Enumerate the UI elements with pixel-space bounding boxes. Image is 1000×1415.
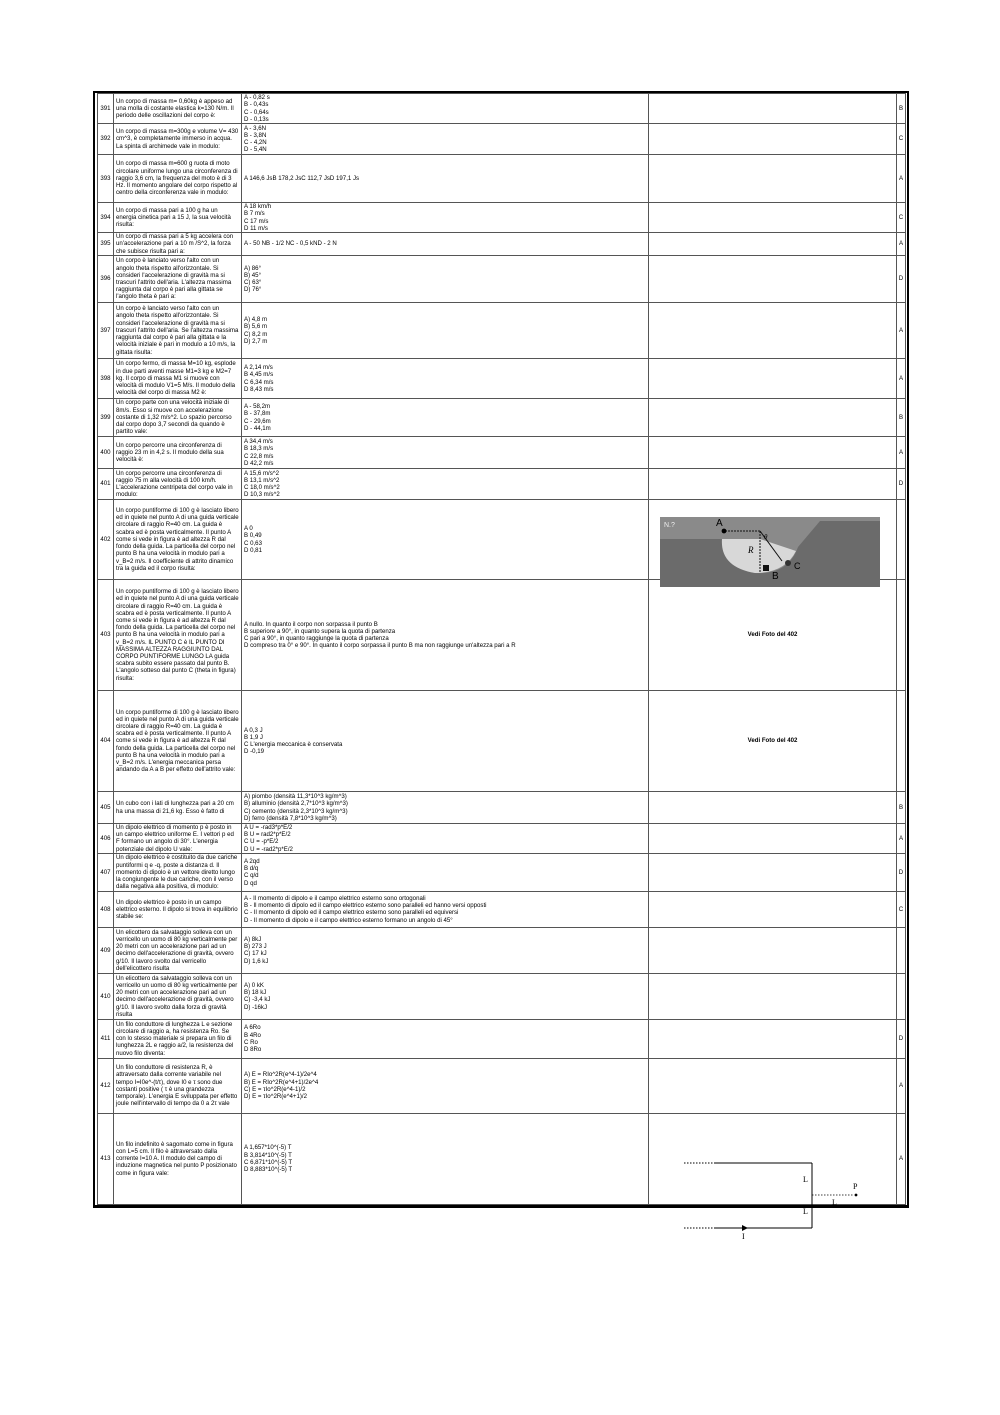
correct-answer: A <box>897 359 906 399</box>
label-theta: θ <box>764 533 768 541</box>
note-cell <box>649 1019 897 1058</box>
note-cell <box>649 399 897 437</box>
label-a: A <box>716 518 723 529</box>
note-cell <box>649 1058 897 1113</box>
question-text: Un corpo di massa m=600 g ruota di moto circolare uniforme lungo una circonferenza di raggio 3,6 cm, la frequenza del moto è di 3 Hz. Il momento angolare del corpo rispetto al centro della circonferenza vale in modulo: <box>114 155 242 203</box>
label-c: C <box>794 561 801 571</box>
note-cell <box>649 824 897 854</box>
question-text: Un corpo puntiforme di 100 g è lasciato libero ed in quiete nel punto A di una guida verticale circolare di raggio R=40 cm. La guida è scabra ed è posta verticalmente. Il punto A come si vede in figura è ad altezza R dal fondo della guida. La particella del corpo nel punto B ha una velocità in modulo pari a v_B=2 m/s. Il coefficiente di attrito dinamico tra la guida ed il corpo risulta: <box>114 500 242 580</box>
question-402-photo <box>660 517 880 587</box>
correct-answer: A <box>897 1058 906 1113</box>
question-number: 392 <box>98 124 114 155</box>
quiz-table-sheet <box>93 91 909 1208</box>
correct-answer: C <box>897 891 906 927</box>
correct-answer: A <box>897 1113 906 1204</box>
answer-options: A - 3,6N B - 3,8N C - 4,2N D - 5,4N <box>242 124 649 155</box>
question-text: Un cubo con i lati di lunghezza pari a 20 cm ha una massa di 21,6 kg. Esso è fatto di <box>114 792 242 824</box>
question-text: Un corpo è lanciato verso l'alto con un angolo theta rispetto all'orizzontale. Si consideri l'accelerazione di gravità ma si trascuri l'attrito dell'aria. Se l'altezza massima raggiunta dal corpo è pari alla gittata e la velocità iniziale è pari in modulo a 10 m/s, la gittata risulta: <box>114 303 242 359</box>
answer-options: A - 58,2m B - 37,8m C - 29,6m D - 44,1m <box>242 399 649 437</box>
question-number: 404 <box>98 691 114 792</box>
answer-options: A 6Ro B 4Ro C Ro D 8Ro <box>242 1019 649 1058</box>
answer-options: A - 50 NB - 1/2 NC - 0,5 kND - 2 N <box>242 233 649 256</box>
question-row <box>98 437 906 469</box>
question-text: Un corpo fermo, di massa M=10 kg, esplode in due parti aventi masse M1=3 kg e M2=7 kg. Il corpo di massa M1 si muove con velocità di modulo V1=5 M/s. Il modulo della velocità del corpo di massa M2 è: <box>114 359 242 399</box>
note-cell <box>649 792 897 824</box>
question-number: 394 <box>98 203 114 233</box>
question-text: Un elicottero da salvataggio solleva con un verricello un uomo di 80 kg verticalmente per 20 metri con un accelerazione pari ad un decimo dell'accelerazione di gravità, ovvero g/10. Il lavoro svolto dal verricello dell'elicottero risulta <box>114 927 242 973</box>
correct-answer: C <box>897 203 906 233</box>
correct-answer: A <box>897 437 906 469</box>
answer-options: A 2qd B d/q C q/d D qd <box>242 853 649 891</box>
question-text: Un corpo puntiforme di 100 g è lasciato libero ed in quiete nel punto A di una guida verticale circolare di raggio R=40 cm. La guida è scabra ed è posta verticalmente. Il punto A come si vede in figura è ad altezza R dal fondo della guida. La particella del corpo nel punto B ha una velocità in modulo pari a v_B=2 m/s. IL PUNTO C è IL PUNTO DI MASSIMA ALTEZZA RAGGIUNTO DAL CORPO PUNTIFORME LUNGO LA guida scabra subito essere passato dal punto B. L'angolo sotteso dal punto C (theta in figura) risulta: <box>114 580 242 691</box>
label-l-upper: L <box>803 1175 808 1184</box>
correct-answer: A <box>897 233 906 256</box>
question-number: 395 <box>98 233 114 256</box>
question-number: 399 <box>98 399 114 437</box>
question-text: Un corpo di massa m= 0,60kg è appeso ad una molla di costante elastica k=130 N/m. Il periodo delle oscillazioni del corpo è: <box>114 94 242 124</box>
correct-answer: A <box>897 155 906 203</box>
question-number: 409 <box>98 927 114 973</box>
question-number: 406 <box>98 824 114 854</box>
correct-answer: B <box>897 792 906 824</box>
answer-options: A) 8kJ B) 273 J C) 17 kJ D) 1,6 kJ <box>242 927 649 973</box>
question-text: Un corpo parte con una velocità iniziale di 8m/s. Esso si muove con accelerazione costante di 1,32 m/s^2. Lo spazio percorso dal corpo dopo 3,7 secondi da quando è partito vale: <box>114 399 242 437</box>
question-row <box>98 973 906 1019</box>
note-cell <box>649 124 897 155</box>
note-cell <box>649 256 897 303</box>
question-text: Un corpo percorre una circonferenza di raggio 23 m in 4,2 s. Il modulo della sua velocità è: <box>114 437 242 469</box>
question-number: 413 <box>98 1113 114 1204</box>
question-number: 410 <box>98 973 114 1019</box>
question-row <box>98 203 906 233</box>
answer-options: A 18 km/h B 7 m/s C 17 m/s D 11 m/s <box>242 203 649 233</box>
question-number: 391 <box>98 94 114 124</box>
correct-answer: C <box>897 124 906 155</box>
question-row <box>98 927 906 973</box>
label-p: P <box>853 1182 858 1191</box>
answer-options: A) 0 kK B) 18 kJ C) -3,4 kJ D) -16kJ <box>242 973 649 1019</box>
answer-options: A) E = RIo^2R(e^4-1)/2e^4 B) E = RIo^2R(e^4+1)/2e^4 C) E = τIo^2R(e^4-1)/2 D) E = τIo^2R(e^4+1)/2 <box>242 1058 649 1113</box>
guide-diagram <box>660 517 880 587</box>
answer-options: A) 86° B) 45° C) 63° D) 76° <box>242 256 649 303</box>
note-cell <box>649 437 897 469</box>
label-l-right: L <box>832 1198 837 1207</box>
correct-answer: D <box>897 853 906 891</box>
question-text: Un corpo di massa m=300g e volume V= 430 cm^3, è completamente immerso in acqua. La spinta di archimede vale in modulo: <box>114 124 242 155</box>
note-cell <box>649 233 897 256</box>
correct-answer: B <box>897 399 906 437</box>
question-text: Un filo indefinito è sagomato come in figura con L=5 cm. Il filo è attraversato dalla corrente I=10 A. Il modulo del campo di induzione magnetica nel punto P posizionato come in figura vale: <box>114 1113 242 1204</box>
answer-options: A 15,6 m/s^2 B 13,1 m/s^2 C 18,0 m/s^2 D 10,3 m/s^2 <box>242 469 649 500</box>
question-number: 408 <box>98 891 114 927</box>
correct-answer <box>897 500 906 580</box>
question-number: 397 <box>98 303 114 359</box>
correct-answer <box>897 927 906 973</box>
question-text: Un filo conduttore di resistenza R, è attraversato dalla corrente variabile nel tempo I=I0e^-(t/τ), dove I0 e τ sono due costanti positive ( τ è una grandezza temporale). L'energia E sviluppata per effetto joule nell'intervallo di tempo da 0 a 2τ vale <box>114 1058 242 1113</box>
note-cell <box>649 927 897 973</box>
answer-options: A 0,3 J B 1,9 J C L'energia meccanica è conservata D -0,19 <box>242 691 649 792</box>
note-cell <box>649 94 897 124</box>
quiz-rows <box>98 94 906 1205</box>
note-cell <box>649 155 897 203</box>
correct-answer: D <box>897 256 906 303</box>
question-number: 407 <box>98 853 114 891</box>
note-cell <box>649 203 897 233</box>
question-row <box>98 303 906 359</box>
question-number: 403 <box>98 580 114 691</box>
photo-tag: N.? <box>664 522 675 529</box>
correct-answer <box>897 691 906 792</box>
answer-options: A 0 B 0,49 C 0,63 D 0,81 <box>242 500 649 580</box>
note-cell <box>649 973 897 1019</box>
note-cell: Vedi Foto del 402 <box>649 691 897 792</box>
answer-options: A) piombo (densità 11,3*10^3 kg/m^3) B) alluminio (densità 2,7*10^3 kg/m^3) C) cemento (densità 2,3*10^3 kg/m^3) D) ferro (densità 7,8*10^3 kg/m^3) <box>242 792 649 824</box>
note-cell <box>649 303 897 359</box>
label-l-lower: L <box>803 1207 808 1216</box>
question-number: 400 <box>98 437 114 469</box>
quiz-table <box>97 93 906 1205</box>
note-cell <box>649 469 897 500</box>
correct-answer: D <box>897 469 906 500</box>
question-number: 405 <box>98 792 114 824</box>
question-number: 393 <box>98 155 114 203</box>
question-413-diagram <box>680 1158 880 1240</box>
question-row <box>98 155 906 203</box>
question-text: Un corpo puntiforme di 100 g è lasciato libero ed in quiete nel punto A di una guida verticale circolare di raggio R=40 cm. La guida è scabra ed è posta verticalmente. Il punto A come si vede in figura è ad altezza R dal fondo della guida. La particella del corpo nel punto B ha una velocità in modulo pari a v_B=2 m/s. L'energia meccanica persa andando da A a B per effetto dell'attrito vale: <box>114 691 242 792</box>
wire-diagram <box>680 1158 880 1240</box>
question-text: Un corpo di massa pari a 100 g ha un energia cinetica pari a 15 J, la sua velocità risulta: <box>114 203 242 233</box>
question-row <box>98 891 906 927</box>
note-cell <box>649 853 897 891</box>
question-number: 411 <box>98 1019 114 1058</box>
answer-options: A - Il momento di dipolo e il campo elettrico esterno sono ortogonali B - Il momento di dipolo ed il campo elettrico esterno sono paralleli ed hanno versi opposti C - Il momento di dipolo ed il campo elettrico esterno sono paralleli ed equiversi D - Il momento di dipolo e il campo elettrico esterno formano un angolo di 45° <box>242 891 649 927</box>
question-text: Un corpo di massa pari a 5 kg accelera con un'accelerazione pari a 10 m /S^2, la forza che subisce risulta pari a: <box>114 233 242 256</box>
answer-options: A 146,6 JsB 178,2 JsC 112,7 JsD 197,1 Js <box>242 155 649 203</box>
question-row <box>98 94 906 124</box>
question-row <box>98 359 906 399</box>
question-row <box>98 1058 906 1113</box>
label-i: I <box>742 1232 745 1240</box>
note-cell <box>649 359 897 399</box>
question-text: Un dipolo elettrico di momento p è posto in un campo elettrico uniforme E. I vettori p ed F formano un angolo di 30°. L'energia potenziale del dipolo U vale: <box>114 824 242 854</box>
note-cell <box>649 891 897 927</box>
question-row <box>98 853 906 891</box>
question-row <box>98 691 906 792</box>
question-number: 402 <box>98 500 114 580</box>
answer-options: A 34,4 m/s B 18,3 m/s C 22,8 m/s D 42,2 m/s <box>242 437 649 469</box>
question-row <box>98 399 906 437</box>
answer-options: A U = -rad3*p*E/2 B U = rad2*p*E/2 C U = -p*E/2 D U = -rad2*p*E/2 <box>242 824 649 854</box>
answer-options: A nullo. In quanto il corpo non sorpassa il punto B B superiore a 90°, in quanto supera la quota di partenza C pari a 90°, in quanto raggiunge la quota di partenza D compreso tra 0° e 90°. In quanto il corpo sorpassa il punto B ma non raggiunge un'altezza pari a R <box>242 580 649 691</box>
question-number: 401 <box>98 469 114 500</box>
correct-answer: A <box>897 303 906 359</box>
answer-options: A 1,657*10^(-5) T B 3,814*10^(-5) T C 6,871*10^(-5) T D 8,883*10^(-5) T <box>242 1113 649 1204</box>
correct-answer <box>897 580 906 691</box>
question-row <box>98 824 906 854</box>
question-text: Un filo conduttore di lunghezza L e sezione circolare di raggio a, ha resistenza Ro. Se con lo stesso materiale si prepara un filo di lunghezza 2L e raggio a/2, la resistenza del nuovo filo diventa: <box>114 1019 242 1058</box>
question-row <box>98 124 906 155</box>
question-row <box>98 792 906 824</box>
answer-options: A - 0,82 s B - 0,43s C - 0,64s D - 0,13s <box>242 94 649 124</box>
note-cell: Vedi Foto del 402 <box>649 580 897 691</box>
question-text: Un dipolo elettrico è costituito da due cariche puntiformi q e -q, poste a distanza d. Il momento di dipolo è un vettore diretto lungo la congiungente le due cariche, con il verso dalla negativa alla positiva, di modulo: <box>114 853 242 891</box>
label-b: B <box>772 571 779 582</box>
question-row <box>98 469 906 500</box>
correct-answer: B <box>897 94 906 124</box>
correct-answer <box>897 973 906 1019</box>
question-row <box>98 256 906 303</box>
question-row <box>98 580 906 691</box>
question-text: Un elicottero da salvataggio solleva con un verricello un uomo di 80 kg verticalmente per 20 metri con un accelerazione pari ad un decimo dell'accelerazione di gravità, ovvero g/10. Il lavoro svolto dalla forza di gravità risulta <box>114 973 242 1019</box>
correct-answer: A <box>897 824 906 854</box>
question-row <box>98 1019 906 1058</box>
question-text: Un corpo è lanciato verso l'alto con un angolo theta rispetto all'orizzontale. Si consideri l'accelerazione di gravità ma si trascuri l'attrito dell'aria. L'altezza massima raggiunta dal corpo è pari alla gittata se l'angolo theta è pari a: <box>114 256 242 303</box>
question-number: 412 <box>98 1058 114 1113</box>
question-number: 396 <box>98 256 114 303</box>
question-row <box>98 233 906 256</box>
answer-options: A 2,14 m/s B 4,45 m/s C 6,34 m/s D 8,43 m/s <box>242 359 649 399</box>
question-text: Un dipolo elettrico è posto in un campo elettrico esterno. Il dipolo si trova in equilibrio stabile se: <box>114 891 242 927</box>
answer-options: A) 4,8 m B) 5,6 m C) 8,2 m D) 2,7 m <box>242 303 649 359</box>
label-r: R <box>748 545 754 555</box>
question-number: 398 <box>98 359 114 399</box>
correct-answer: D <box>897 1019 906 1058</box>
question-text: Un corpo percorre una circonferenza di raggio 75 m alla velocità di 100 km/h. L'accelerazione centripeta del corpo vale in modulo: <box>114 469 242 500</box>
